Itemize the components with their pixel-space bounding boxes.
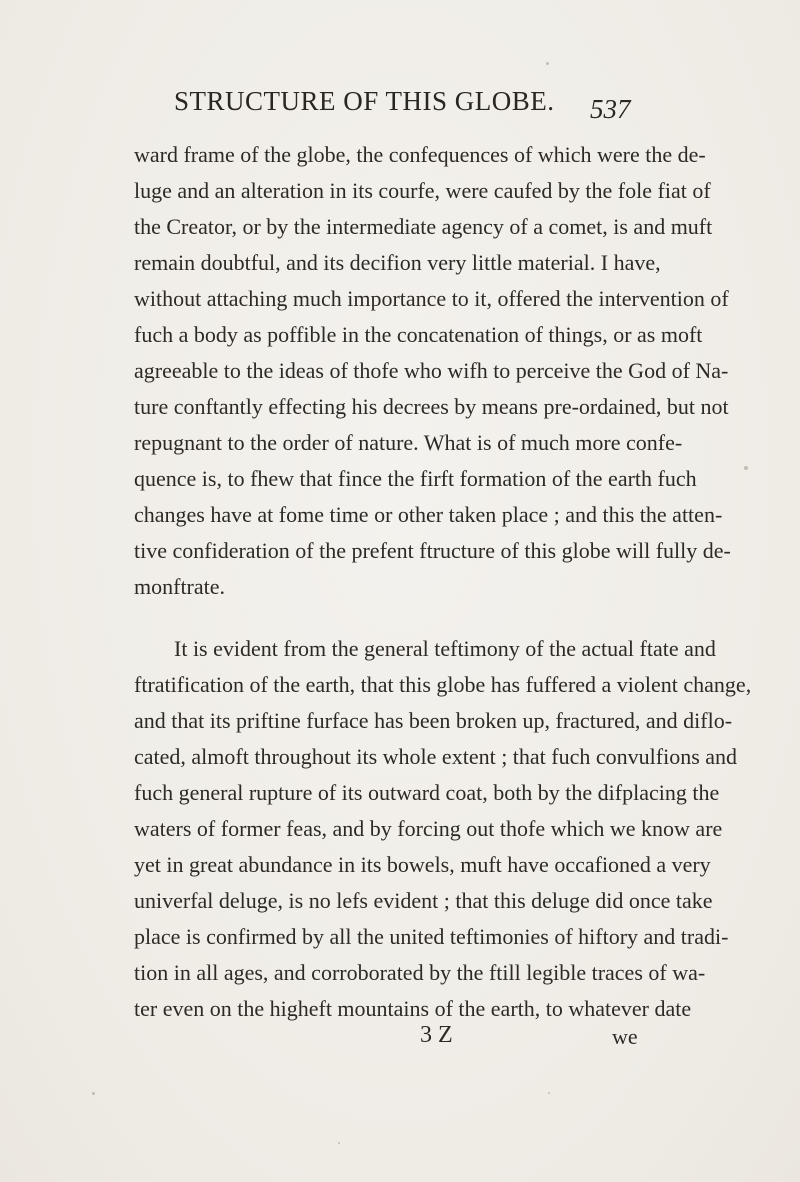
text-line: quence is, to fhew that fince the firft formation of the earth fuch <box>134 466 697 491</box>
text-line: remain doubtful, and its decifion very little material. I have, <box>134 250 661 275</box>
text-line: fuch a body as poffible in the concatenation of things, or as moft <box>134 322 703 347</box>
text-line: repugnant to the order of nature. What is of much more confe- <box>134 430 683 455</box>
text-line: yet in great abundance in its bowels, muft have occafioned a very <box>134 852 711 877</box>
text-line: tive confideration of the prefent ftructure of this globe will fully de- <box>134 538 731 563</box>
text-line: ftratification of the earth, that this globe has fuffered a violent change, <box>134 672 752 697</box>
text-line: ture conftantly effecting his decrees by means pre-ordained, but not <box>134 394 729 419</box>
paper-speck <box>744 466 748 470</box>
text-line: luge and an alteration in its courfe, were caufed by the fole fiat of <box>134 178 711 203</box>
text-line: tion in all ages, and corroborated by the ftill legible traces of wa- <box>134 960 706 985</box>
text-line: It is evident from the general teftimony of the actual ftate and <box>174 636 716 661</box>
text-line: cated, almoft throughout its whole extent ; that fuch convulfions and <box>134 744 738 769</box>
text-line: ter even on the higheft mountains of the earth, to whatever date <box>134 996 692 1021</box>
text-line: changes have at fome time or other taken place ; and this the atten- <box>134 502 723 527</box>
paper-speck <box>548 1092 550 1094</box>
text-line: univerfal deluge, is no lefs evident ; that this deluge did once take <box>134 888 713 913</box>
text-line: the Creator, or by the intermediate agency of a comet, is and muft <box>134 214 713 239</box>
text-line: waters of former feas, and by forcing out thofe which we know are <box>134 816 723 841</box>
paper-speck <box>546 62 549 65</box>
text-line: monftrate. <box>134 574 226 599</box>
text-line: ward frame of the globe, the confequences of which were the de- <box>134 142 706 167</box>
text-line: place is confirmed by all the united teftimonies of hiftory and tradi- <box>134 924 729 949</box>
text-line: without attaching much importance to it, offered the intervention of <box>134 286 729 311</box>
running-title: STRUCTURE OF THIS GLOBE. <box>174 86 555 116</box>
paper-speck <box>92 1092 95 1095</box>
text-line: and that its priftine furface has been broken up, fractured, and diflo- <box>134 708 733 733</box>
page-number: 537 <box>590 94 631 124</box>
running-head <box>0 80 800 124</box>
catchword: we <box>612 1024 638 1049</box>
signature-mark: 3 Z <box>420 1022 453 1048</box>
text-line: fuch general rupture of its outward coat, both by the difplacing the <box>134 780 720 805</box>
text-line: agreeable to the ideas of thofe who wifh to perceive the God of Na- <box>134 358 729 383</box>
paper-speck <box>338 1142 340 1144</box>
